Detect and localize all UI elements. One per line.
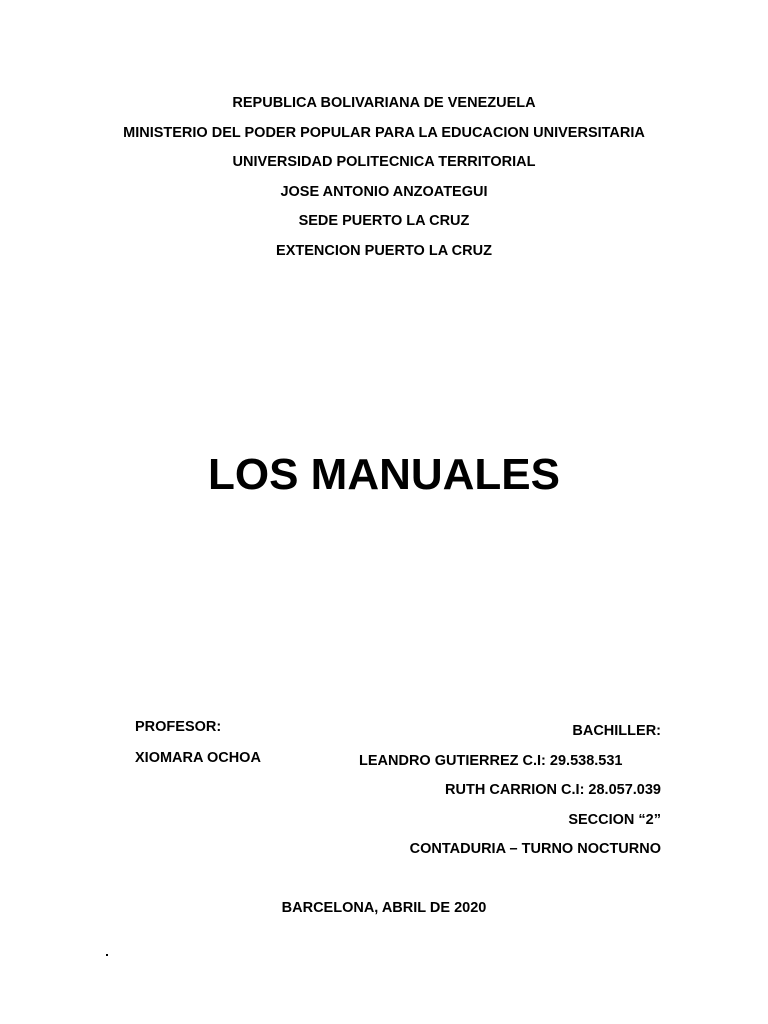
header-line-republic: REPUBLICA BOLIVARIANA DE VENEZUELA: [232, 95, 536, 111]
stray-dot: [106, 954, 108, 956]
professor-name: XIOMARA OCHOA: [135, 750, 261, 766]
institution-header: [0, 89, 768, 267]
header-line-campus-name: JOSE ANTONIO ANZOATEGUI: [280, 183, 488, 200]
student-line-1: LEANDRO GUTIERREZ C.I: 29.538.531: [359, 753, 623, 769]
header-line-university: UNIVERSIDAD POLITECNICA TERRITORIAL: [232, 154, 536, 171]
header-line-extension: EXTENCION PUERTO LA CRUZ: [276, 242, 492, 259]
place-date: BARCELONA, ABRIL DE 2020: [281, 900, 487, 916]
professor-label: PROFESOR:: [135, 719, 222, 735]
header-line-sede: SEDE PUERTO LA CRUZ: [298, 213, 470, 230]
section-line: SECCION “2”: [568, 812, 661, 828]
document-title: LOS MANUALES: [208, 450, 560, 499]
student-label: BACHILLER:: [572, 723, 661, 739]
career-line: CONTADURIA – TURNO NOCTURNO: [409, 841, 661, 857]
student-line-2: RUTH CARRION C.I: 28.057.039: [445, 782, 661, 798]
header-line-ministry: MINISTERIO DEL PODER POPULAR PARA LA EDUCACION UNIVERSITARIA: [123, 124, 645, 141]
